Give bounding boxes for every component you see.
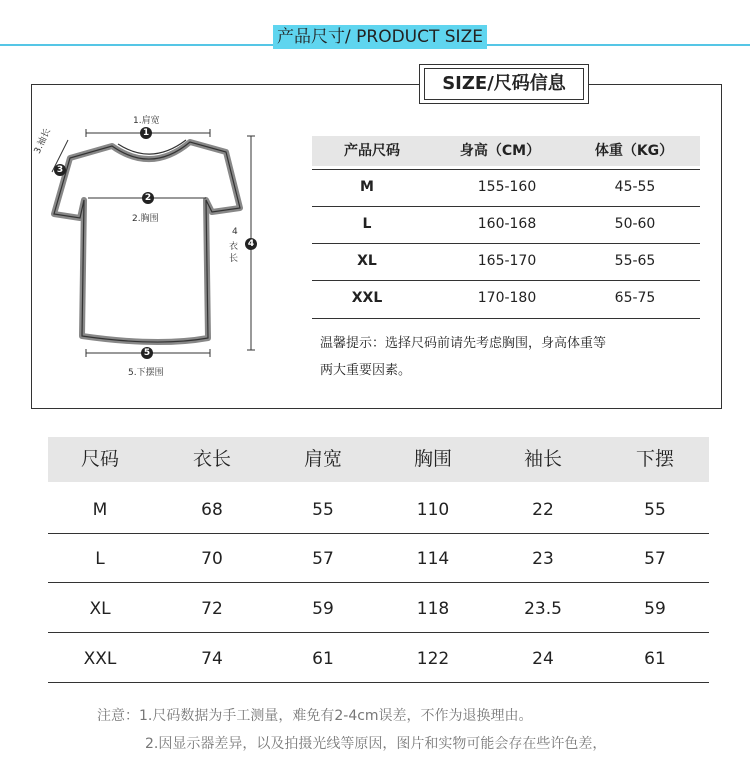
size-table-header-weight: 体重（KG）	[594, 143, 674, 159]
measure-header-hem: 下摆	[635, 448, 674, 470]
marker-2: 2	[142, 192, 154, 204]
label-chest: 2.胸围	[132, 214, 159, 224]
measure-header-chest: 胸围	[413, 448, 452, 470]
table-row	[312, 169, 700, 205]
chest-cell: 114	[416, 549, 450, 569]
weight-cell: 45-55	[614, 179, 656, 195]
divider	[48, 682, 709, 683]
table-row	[48, 584, 709, 634]
hem-cell: 61	[644, 649, 666, 669]
note-line-1: 注意：1.尺码数据为手工测量，难免有2-4cm误差，不作为退换理由。	[97, 708, 533, 724]
size-cell: XL	[357, 253, 377, 269]
label-length-char-2: 长	[229, 254, 239, 264]
tshirt-diagram	[40, 100, 280, 390]
chest-cell: 110	[416, 500, 450, 520]
size-box-title: SIZE/尺码信息	[424, 68, 584, 100]
label-sleeve-length: 3.袖长	[32, 127, 54, 156]
divider	[48, 582, 709, 583]
height-cell: 165-170	[477, 253, 537, 269]
marker-5: 5	[141, 347, 153, 359]
shoulder-cell: 57	[312, 549, 334, 569]
height-cell: 160-168	[477, 216, 537, 232]
chest-cell: 122	[416, 649, 450, 669]
marker-1: 1	[140, 127, 152, 139]
label-length-char-1: 衣	[229, 242, 239, 252]
page-title: 产品尺寸/ PRODUCT SIZE	[273, 25, 487, 49]
hem-cell: 59	[644, 599, 666, 619]
length-cell: 68	[201, 500, 223, 520]
measure-header-length: 衣长	[192, 448, 231, 470]
sleeve-cell: 23.5	[524, 599, 562, 619]
sleeve-cell: 24	[532, 649, 554, 669]
size-cell: M	[92, 500, 108, 520]
size-cell: XL	[89, 599, 111, 619]
height-cell: 170-180	[477, 290, 537, 306]
size-table-header-size: 产品尺码	[344, 143, 400, 159]
tip-line-2: 两大重要因素。	[320, 363, 412, 378]
shoulder-cell: 55	[312, 500, 334, 520]
table-row	[48, 534, 709, 584]
measure-header-shoulder: 肩宽	[303, 448, 342, 470]
divider	[312, 318, 700, 319]
weight-cell: 55-65	[614, 253, 656, 269]
size-table-header	[312, 136, 700, 166]
size-cell: M	[360, 179, 374, 195]
weight-cell: 50-60	[614, 216, 656, 232]
size-tip	[320, 330, 690, 384]
size-table-header-height: 身高（CM）	[459, 143, 541, 159]
weight-cell: 65-75	[614, 290, 656, 306]
label-hem: 5.下摆围	[128, 368, 164, 378]
height-cell: 155-160	[477, 179, 537, 195]
chest-cell: 118	[416, 599, 450, 619]
marker-4: 4	[245, 238, 257, 250]
label-shoulder-width: 1.肩宽	[133, 116, 160, 126]
label-length-number: 4	[232, 227, 238, 237]
marker-3: 3	[54, 164, 66, 176]
shoulder-cell: 59	[312, 599, 334, 619]
hem-cell: 55	[644, 500, 666, 520]
sleeve-cell: 22	[532, 500, 554, 520]
tip-line-1: 温馨提示：选择尺码前请先考虑胸围，身高体重等	[320, 336, 607, 351]
size-cell: L	[95, 549, 105, 569]
table-row	[312, 243, 700, 279]
hem-cell: 57	[644, 549, 666, 569]
table-row	[48, 634, 709, 684]
length-cell: 74	[201, 649, 223, 669]
length-cell: 72	[201, 599, 223, 619]
table-row	[312, 280, 700, 316]
size-cell: XXL	[351, 290, 383, 306]
table-row	[48, 485, 709, 535]
shoulder-cell: 61	[312, 649, 334, 669]
length-cell: 70	[201, 549, 223, 569]
table-row	[312, 206, 700, 242]
divider	[48, 632, 709, 633]
measure-header-sleeve: 袖长	[523, 448, 562, 470]
note-line-2: 2.因显示器差异，以及拍摄光线等原因，图片和实物可能会存在些许色差，	[145, 736, 607, 752]
measure-table-header	[48, 437, 709, 482]
size-cell: XXL	[83, 649, 117, 669]
measure-header-size: 尺码	[80, 448, 119, 470]
sleeve-cell: 23	[532, 549, 554, 569]
size-cell: L	[362, 216, 372, 232]
